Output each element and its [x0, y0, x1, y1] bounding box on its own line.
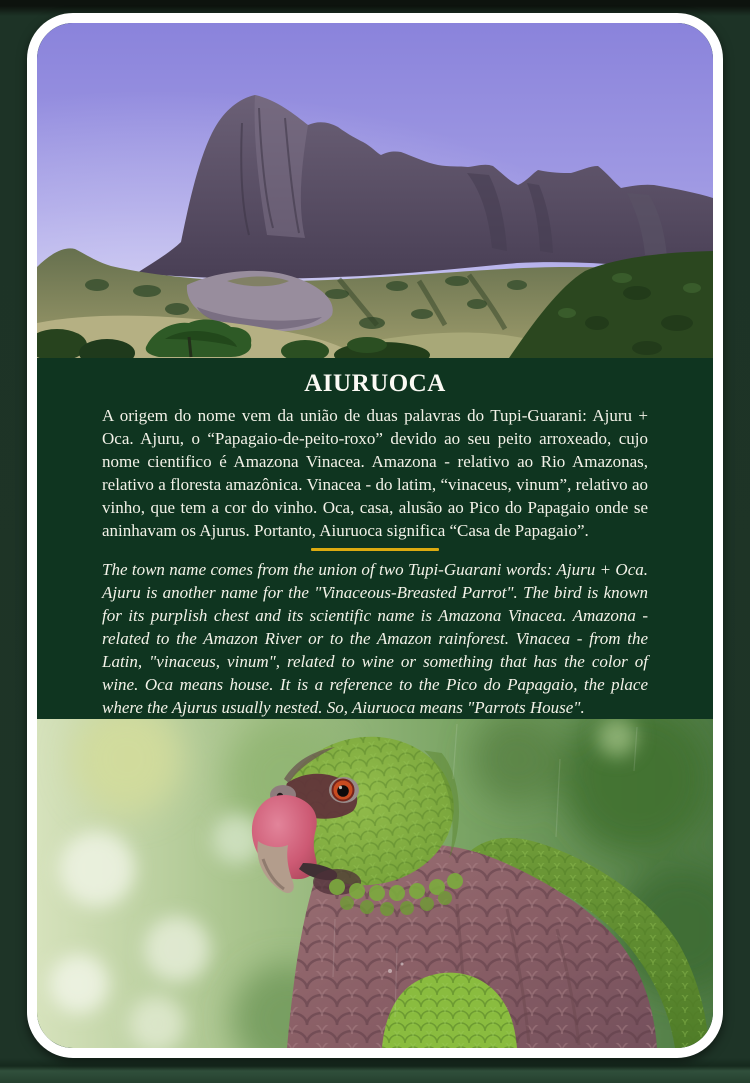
parrot-eye: [329, 777, 359, 803]
paragraph-portuguese: A origem do nome vem da união de duas palavras do Tupi-Guarani: Ajuru + Oca. Ajuru, o “Papagaio-de-peito-roxo” devido ao seu peito arroxeado, cujo nome cientifico é Amazona Vinacea. Amazona - relativo ao Rio Amazonas, relativo a floresta amazônica. Vinacea - do latim, “vinaceus, vinum”, relativo ao vinho, que tem a cor do vinho. Oca, casa, alusão ao Pico do Papagaio onde se aninhavam os Ajurus. Portanto, Aiuruoca significa “Casa de Papagaio”.: [102, 406, 648, 540]
parrot-photo: [37, 719, 713, 1048]
gold-divider: [311, 548, 439, 551]
page-title: AIURUOCA: [304, 370, 446, 397]
parrot-photo-art: [37, 719, 713, 1048]
card-frame: [27, 13, 723, 1058]
text-section: [37, 358, 713, 719]
mountain-photo: [37, 23, 713, 358]
mountain-photo-art: [37, 23, 713, 358]
paragraph-english: The town name comes from the union of two Tupi-Guarani words: Ajuru + Oca. Ajuru is another name for the "Vinaceous-Breasted Parrot". The bird is known for its purplish chest and its scientific name is Amazona Vinacea. Amazona - related to the Amazon River or to the Amazon rainforest. Vinacea - from the Latin, "vinaceus, vinum", related to wine or something that has the color of wine. Oca means house. It is a reference to the Pico do Papagaio, the place where the Ajurus usually nested. So, Aiuruoca means "Parrots House".: [102, 560, 648, 717]
